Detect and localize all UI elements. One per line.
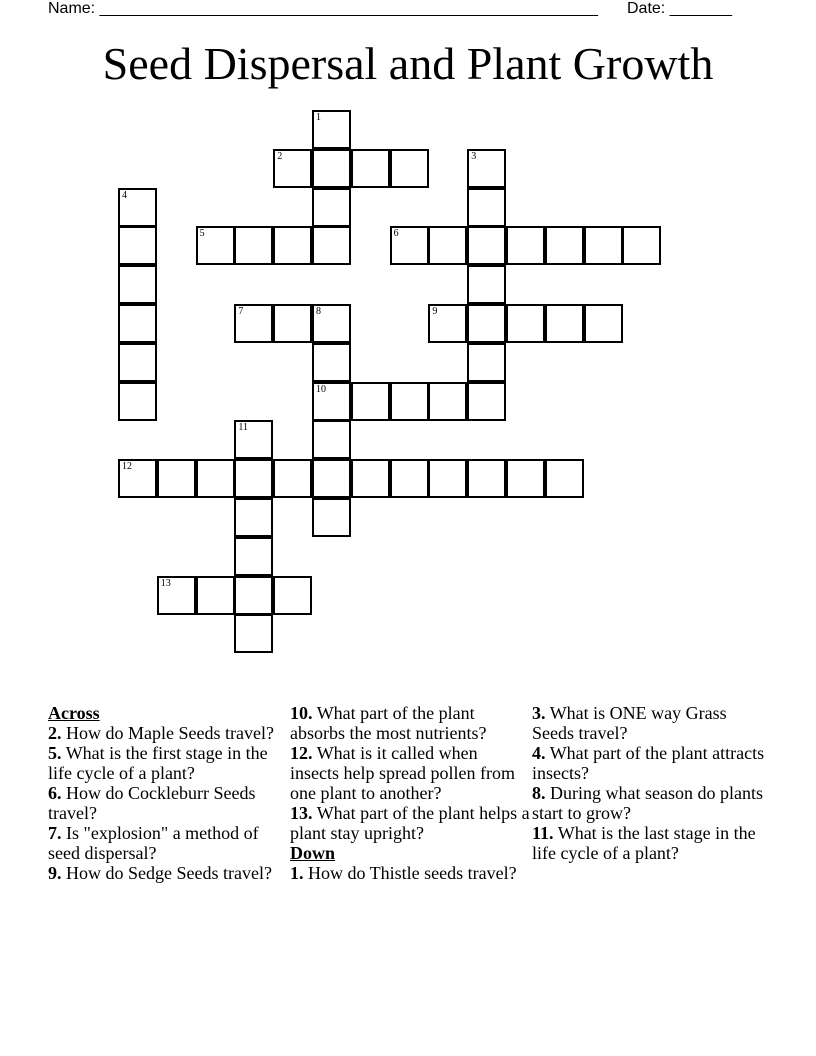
- grid-cell[interactable]: [234, 614, 273, 653]
- down-heading: Down: [290, 843, 336, 863]
- grid-cell[interactable]: [467, 459, 506, 498]
- grid-cell[interactable]: [234, 459, 273, 498]
- clue-number-label: 7: [238, 306, 244, 317]
- grid-cell[interactable]: [118, 343, 157, 382]
- clue-text: What is the first stage in the life cycle of a plant?: [48, 743, 268, 783]
- clue-text: How do Cockleburr Seeds travel?: [48, 783, 256, 823]
- clue-number: 7.: [48, 823, 62, 843]
- grid-cell[interactable]: [545, 304, 584, 343]
- grid-cell[interactable]: [428, 304, 467, 343]
- clue-number-label: 12: [122, 461, 132, 473]
- clue-text: What is the last stage in the life cycle of a plant?: [532, 823, 756, 863]
- grid-cell[interactable]: [545, 459, 584, 498]
- grid-cell[interactable]: [234, 576, 273, 615]
- clue-number: 2.: [48, 723, 62, 743]
- clue-text: What part of the plant helps a plant stay upright?: [290, 803, 530, 843]
- clue-number: 5.: [48, 743, 62, 763]
- grid-cell[interactable]: [312, 382, 351, 421]
- clue-down-8: [532, 783, 772, 823]
- clue-number-label: 1: [316, 112, 321, 123]
- clue-across-5: [48, 743, 288, 783]
- clue-text: What part of the plant attracts insects?: [532, 743, 765, 783]
- grid-cell[interactable]: [506, 226, 545, 265]
- clue-text: What is it called when insects help spread pollen from one plant to another?: [290, 743, 515, 803]
- grid-cell[interactable]: [467, 149, 506, 188]
- clue-number: 13.: [290, 803, 313, 823]
- name-line[interactable]: Name: ________________________________________________________: [48, 0, 598, 17]
- clue-number-label: 4: [122, 189, 127, 201]
- grid-cell[interactable]: [312, 343, 351, 382]
- clue-text: How do Maple Seeds travel?: [66, 723, 274, 743]
- clue-text: What part of the plant absorbs the most nutrients?: [290, 703, 487, 743]
- grid-cell[interactable]: [312, 304, 351, 343]
- grid-cell[interactable]: [118, 459, 157, 498]
- clue-across-9: [48, 863, 288, 883]
- clue-down-3: [532, 703, 772, 743]
- grid-cell[interactable]: [196, 459, 235, 498]
- grid-cell[interactable]: [234, 537, 273, 576]
- grid-cell[interactable]: [506, 459, 545, 498]
- grid-cell[interactable]: [351, 382, 390, 421]
- grid-cell[interactable]: [390, 382, 429, 421]
- clue-across-7: [48, 823, 288, 863]
- grid-cell[interactable]: [467, 188, 506, 227]
- grid-cell[interactable]: [351, 459, 390, 498]
- grid-cell[interactable]: [428, 226, 467, 265]
- clues-column-1: [48, 703, 288, 883]
- grid-cell[interactable]: [584, 304, 623, 343]
- clue-number-label: 6: [393, 228, 399, 240]
- grid-cell[interactable]: [622, 226, 661, 265]
- date-line[interactable]: Date: _______: [627, 0, 732, 17]
- grid-cell[interactable]: [428, 382, 467, 421]
- grid-cell[interactable]: [312, 149, 351, 188]
- clue-number: 4.: [532, 743, 546, 763]
- clues-column-2: [290, 703, 530, 883]
- clue-number: 8.: [532, 783, 546, 803]
- grid-cell[interactable]: [273, 576, 312, 615]
- clue-down-1: [290, 863, 530, 883]
- grid-cell[interactable]: [273, 304, 312, 343]
- clue-number-label: 3: [471, 150, 477, 162]
- grid-cell[interactable]: [196, 576, 235, 615]
- grid-cell[interactable]: [312, 188, 351, 227]
- clue-across-10: [290, 703, 530, 743]
- grid-cell[interactable]: [118, 226, 157, 265]
- grid-cell[interactable]: [506, 304, 545, 343]
- clue-text: How do Thistle seeds travel?: [308, 863, 517, 883]
- grid-cell[interactable]: [584, 226, 623, 265]
- grid-cell[interactable]: [118, 188, 157, 227]
- clue-number: 12.: [290, 743, 313, 763]
- grid-cell[interactable]: [312, 420, 351, 459]
- grid-cell[interactable]: [196, 226, 235, 265]
- grid-cell[interactable]: [273, 459, 312, 498]
- grid-cell[interactable]: [157, 576, 196, 615]
- grid-cell[interactable]: [390, 149, 429, 188]
- grid-cell[interactable]: [118, 304, 157, 343]
- grid-cell[interactable]: [118, 382, 157, 421]
- clue-number-label: 5: [199, 228, 205, 240]
- grid-cell[interactable]: [234, 226, 273, 265]
- clue-text: Is "explosion" a method of seed dispersal?: [48, 823, 259, 863]
- clue-down-4: [532, 743, 772, 783]
- grid-cell[interactable]: [118, 265, 157, 304]
- grid-cell[interactable]: [312, 498, 351, 537]
- grid-cell[interactable]: [351, 149, 390, 188]
- clue-number: 3.: [532, 703, 546, 723]
- grid-cell[interactable]: [273, 226, 312, 265]
- grid-cell[interactable]: [545, 226, 584, 265]
- grid-cell[interactable]: [273, 149, 312, 188]
- grid-cell[interactable]: [234, 304, 273, 343]
- grid-cell[interactable]: [390, 459, 429, 498]
- clue-across-6: [48, 783, 288, 823]
- grid-cell[interactable]: [467, 304, 506, 343]
- clue-number-label: 10: [316, 383, 326, 395]
- across-heading: Across: [48, 703, 100, 723]
- grid-cell[interactable]: [467, 343, 506, 382]
- grid-cell[interactable]: [390, 226, 429, 265]
- clue-across-2: [48, 723, 288, 743]
- grid-cell[interactable]: [234, 498, 273, 537]
- clue-number-label: 2: [277, 150, 283, 162]
- clue-down-11: [532, 823, 772, 863]
- clue-number: 1.: [290, 863, 304, 883]
- clue-number-label: 8: [316, 306, 321, 317]
- clue-number: 9.: [48, 863, 62, 883]
- clue-text: How do Sedge Seeds travel?: [66, 863, 272, 883]
- grid-cell[interactable]: [428, 459, 467, 498]
- clue-number-label: 13: [160, 577, 171, 589]
- grid-cell[interactable]: [234, 420, 273, 459]
- clue-number-label: 9: [432, 306, 438, 317]
- clue-text: During what season do plants start to grow?: [532, 783, 763, 823]
- grid-cell[interactable]: [467, 226, 506, 265]
- clue-text: What is ONE way Grass Seeds travel?: [532, 703, 727, 743]
- grid-cell[interactable]: [312, 459, 351, 498]
- clue-across-12: [290, 743, 530, 803]
- page-title: Seed Dispersal and Plant Growth: [102, 38, 714, 89]
- grid-cell[interactable]: [467, 382, 506, 421]
- clue-number: 11.: [532, 823, 554, 843]
- clue-number: 10.: [290, 703, 313, 723]
- grid-cell[interactable]: [312, 226, 351, 265]
- grid-cell[interactable]: [157, 459, 196, 498]
- clue-across-13: [290, 803, 530, 843]
- clue-number: 6.: [48, 783, 62, 803]
- clues-column-3: [532, 703, 772, 863]
- grid-cell[interactable]: [312, 110, 351, 149]
- grid-cell[interactable]: [467, 265, 506, 304]
- clue-number-label: 11: [238, 422, 249, 434]
